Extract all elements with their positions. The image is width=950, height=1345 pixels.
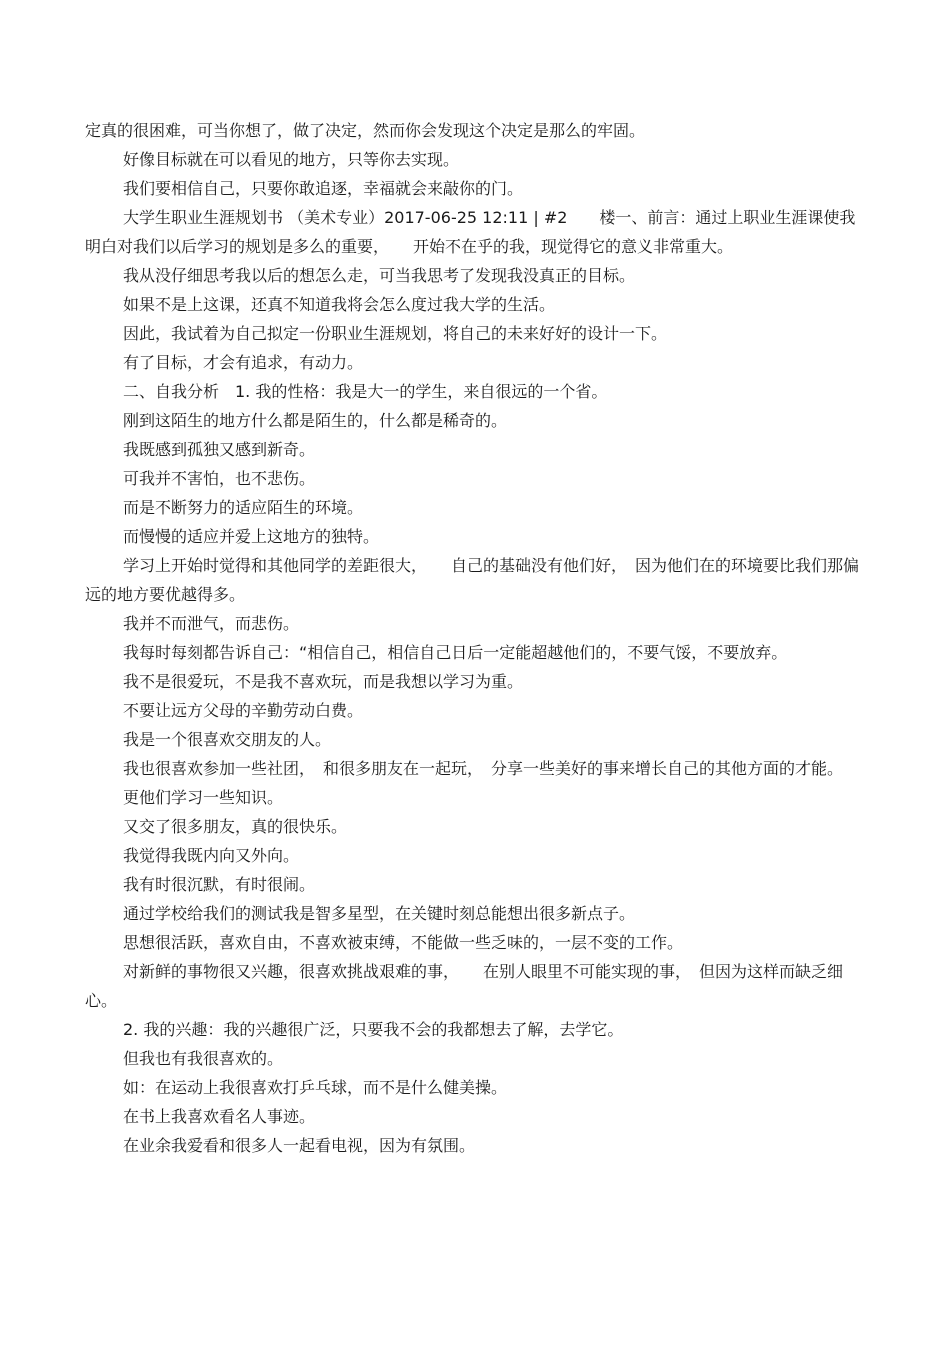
paragraph: 通过学校给我们的测试我是智多星型，在关键时刻总能想出很多新点子。 <box>123 904 636 923</box>
paragraph: 因此，我试着为自己拟定一份职业生涯规划，将自己的未来好好的设计一下。 <box>123 324 668 343</box>
paragraph: 我从没仔细思考我以后的想怎么走，可当我思考了发现我没真正的目标。 <box>123 266 636 285</box>
document-body <box>85 116 865 1160</box>
paragraph: 在业余我爱看和很多人一起看电视，因为有氛围。 <box>123 1136 476 1155</box>
paragraph: 我也很喜欢参加一些社团， 和很多朋友在一起玩， 分享一些美好的事来增长自己的其他方面的才能。 <box>123 759 844 778</box>
paragraph: 我不是很爱玩，不是我不喜欢玩，而是我想以学习为重。 <box>123 672 524 691</box>
paragraph: 而慢慢的适应并爱上这地方的独特。 <box>123 527 380 546</box>
paragraph: 而是不断努力的适应陌生的环境。 <box>123 498 364 517</box>
paragraph: 思想很活跃，喜欢自由，不喜欢被束缚，不能做一些乏味的，一层不变的工作。 <box>123 933 684 952</box>
paragraph: 可我并不害怕，也不悲伤。 <box>123 469 316 488</box>
paragraph: 我每时每刻都告诉自己：“相信自己，相信自己日后一定能超越他们的，不要气馁，不要放弃。 <box>123 643 788 662</box>
paragraph: 我是一个很喜欢交朋友的人。 <box>123 730 332 749</box>
paragraph: 我有时很沉默，有时很闹。 <box>123 875 316 894</box>
paragraph: 对新鲜的事物很又兴趣，很喜欢挑战艰难的事， 在别人眼里不可能实现的事， 但因为这样而缺乏细心。 <box>85 962 844 1010</box>
paragraph: 又交了很多朋友，真的很快乐。 <box>123 817 348 836</box>
paragraph: 刚到这陌生的地方什么都是陌生的，什么都是稀奇的。 <box>123 411 508 430</box>
paragraph: 我们要相信自己，只要你敢追逐，幸福就会来敲你的门。 <box>123 179 524 198</box>
paragraph: 好像目标就在可以看见的地方，只等你去实现。 <box>123 150 460 169</box>
paragraph: 我并不而泄气，而悲伤。 <box>123 614 300 633</box>
paragraph: 不要让远方父母的辛勤劳动白费。 <box>123 701 364 720</box>
paragraph: 定真的很困难，可当你想了，做了决定，然而你会发现这个决定是那么的牢固。 <box>85 121 646 140</box>
paragraph: 二、自我分析 1. 我的性格：我是大一的学生，来自很远的一个省。 <box>123 382 608 401</box>
paragraph: 更他们学习一些知识。 <box>123 788 284 807</box>
paragraph: 如：在运动上我很喜欢打乒乓球，而不是什么健美操。 <box>123 1078 508 1097</box>
paragraph: 在书上我喜欢看名人事迹。 <box>123 1107 316 1126</box>
paragraph: 有了目标，才会有追求，有动力。 <box>123 353 364 372</box>
paragraph: 我既感到孤独又感到新奇。 <box>123 440 316 459</box>
paragraph: 我觉得我既内向又外向。 <box>123 846 300 865</box>
paragraph: 大学生职业生涯规划书 （美术专业）2017-06-25 12:11 | #2 楼一、前言：通过上职业生涯课使我明白对我们以后学习的规划是多么的重要， 开始不在乎的我，现觉得它的意义非常重大。 <box>85 208 856 256</box>
paragraph: 2. 我的兴趣：我的兴趣很广泛，只要我不会的我都想去了解，去学它。 <box>123 1020 624 1039</box>
paragraph: 如果不是上这课，还真不知道我将会怎么度过我大学的生活。 <box>123 295 556 314</box>
paragraph: 但我也有我很喜欢的。 <box>123 1049 284 1068</box>
paragraph: 学习上开始时觉得和其他同学的差距很大， 自己的基础没有他们好， 因为他们在的环境要比我们那偏远的地方要优越得多。 <box>85 556 860 604</box>
